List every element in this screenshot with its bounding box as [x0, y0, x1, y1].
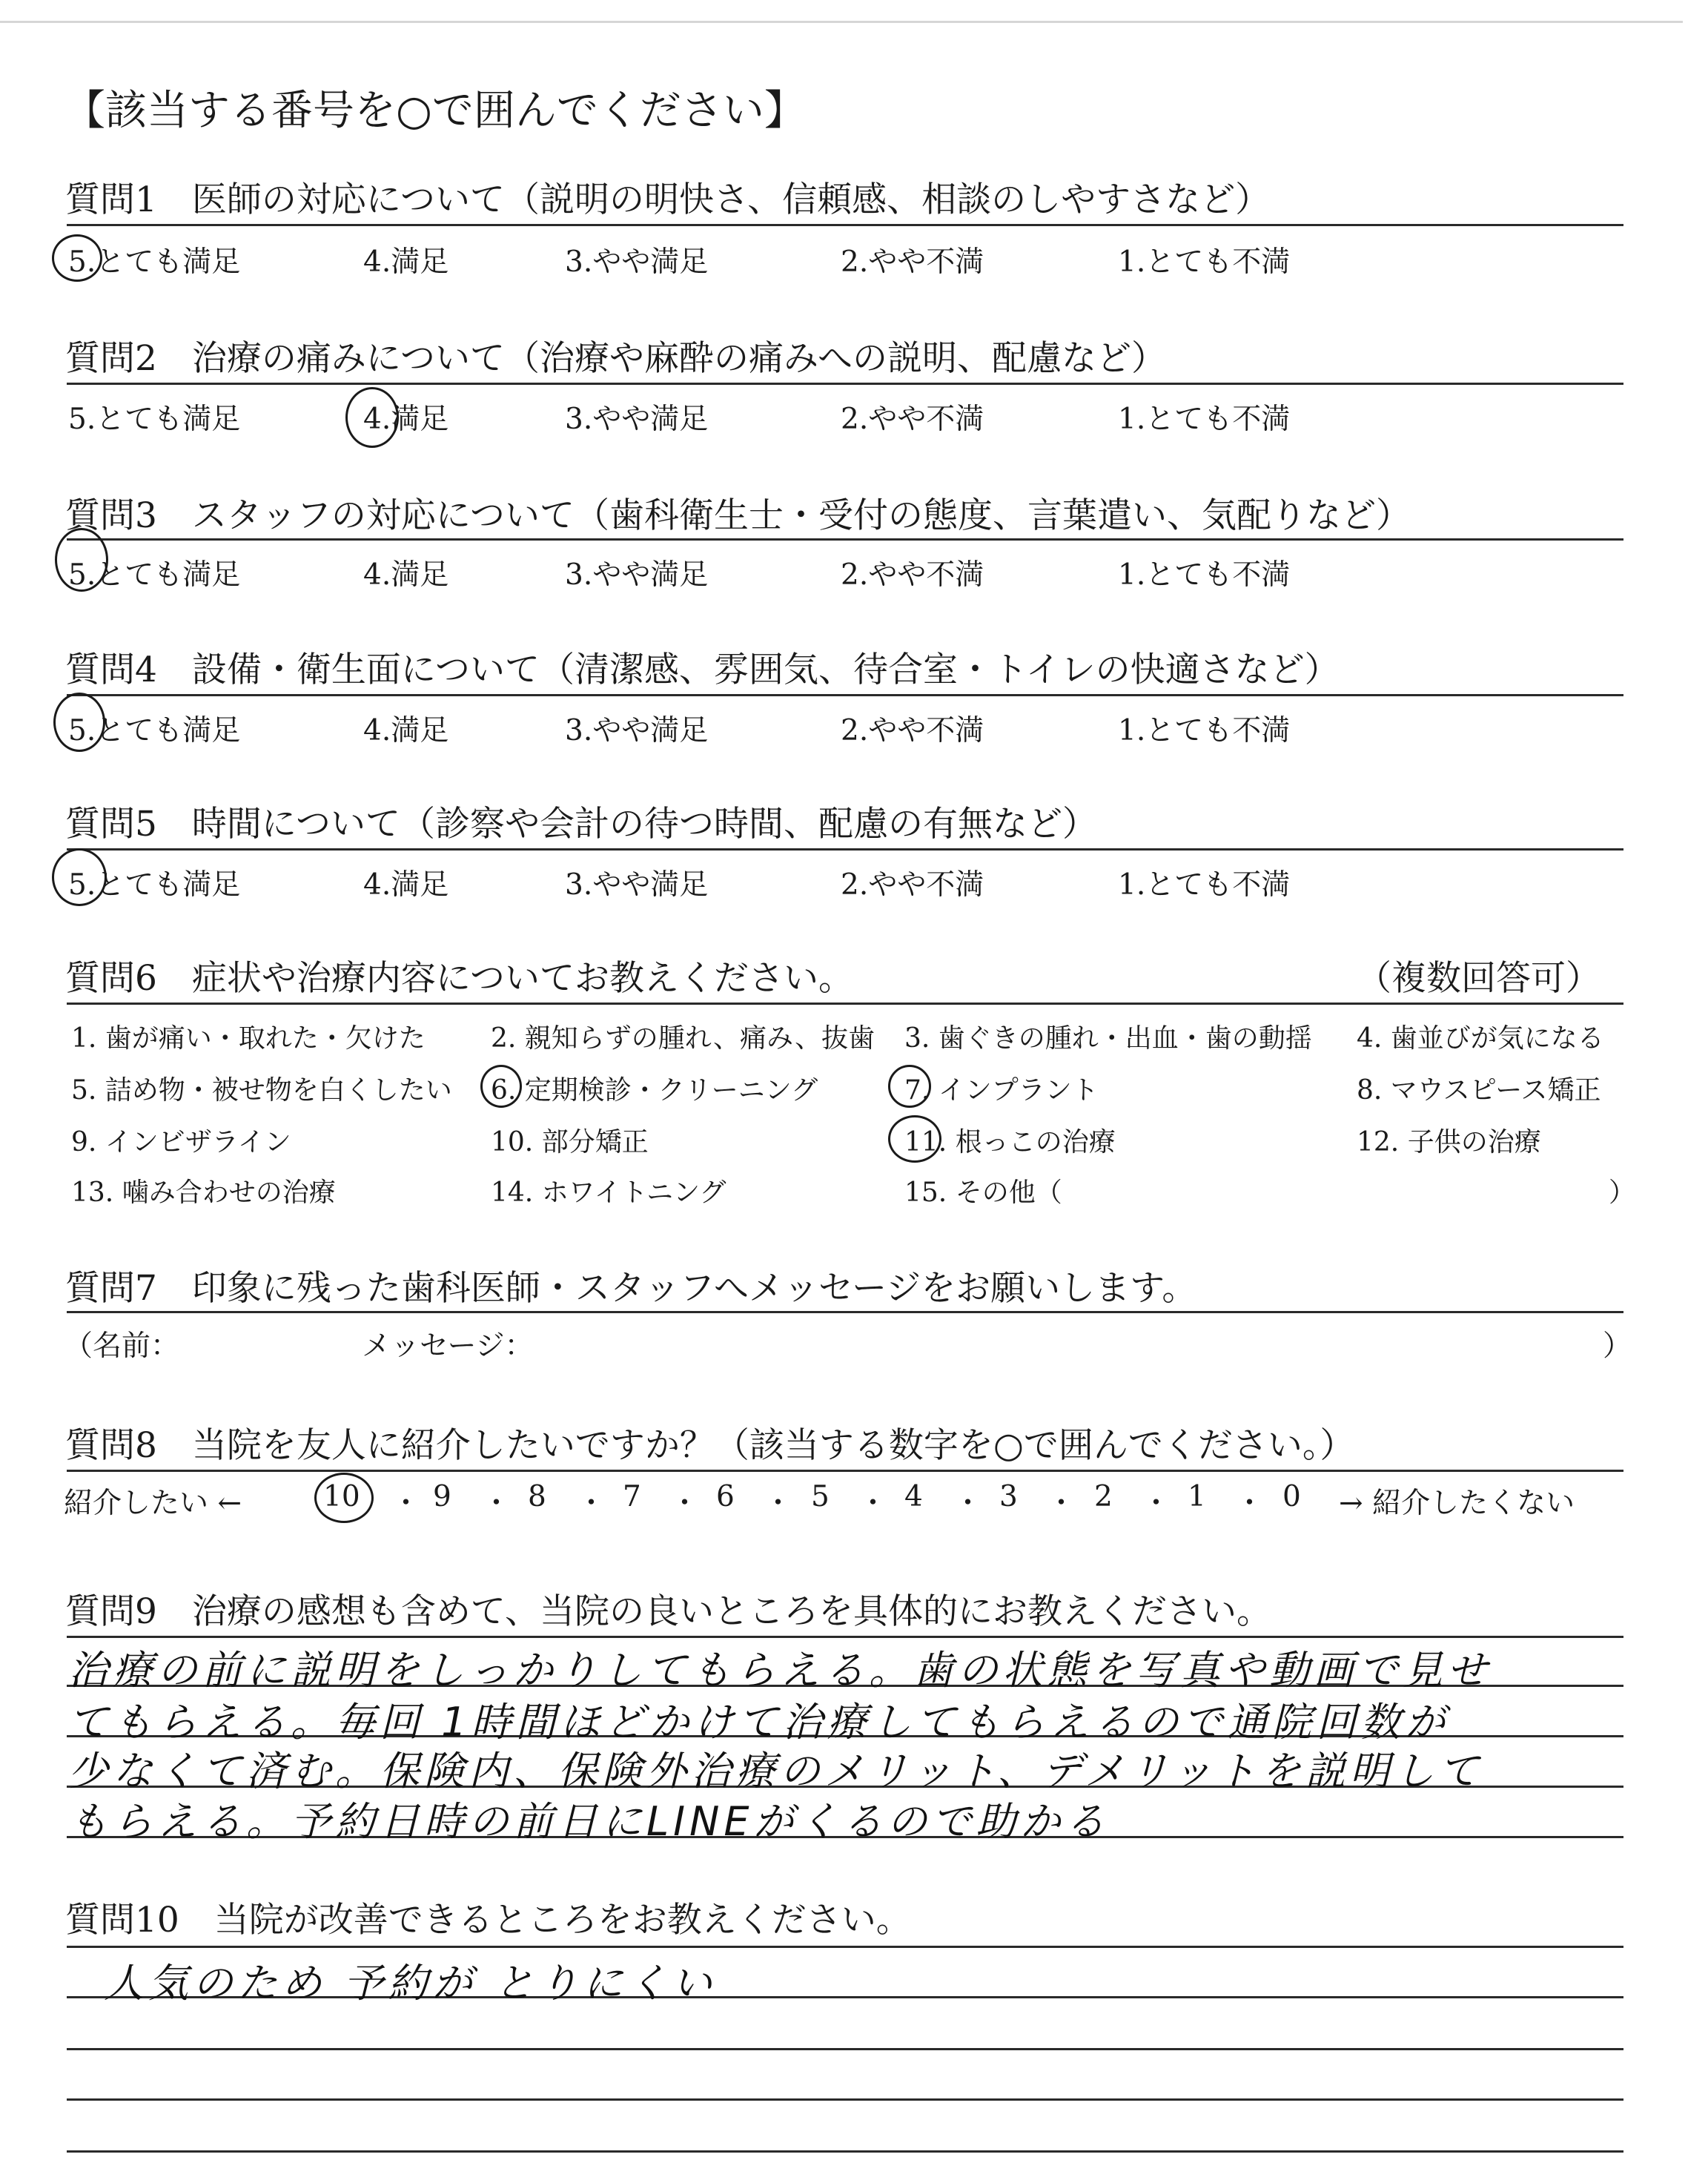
option-5[interactable]: 5.とても満足	[68, 558, 241, 592]
symptom-option[interactable]: 2. 親知らずの腫れ、痛み、抜歯	[491, 1023, 875, 1054]
handwritten-answer-line: 人気のため 予約が とりにくい	[104, 1960, 717, 2007]
option-5[interactable]: 5.とても満足	[68, 403, 241, 436]
answer-rule	[67, 2048, 1623, 2050]
option-1[interactable]: 1.とても不満	[1118, 868, 1291, 902]
message-close-paren: ）	[1603, 1330, 1632, 1363]
scale-separator: ・	[1235, 1487, 1265, 1520]
option-3[interactable]: 3.やや満足	[565, 868, 709, 902]
handwritten-answer-line: もらえる。予約日時の前日にLINEがくるので助かる	[68, 1798, 1110, 1845]
question-6-heading: 質問6 症状や治療内容についてお教えください。	[65, 958, 853, 999]
question-7-rule	[67, 1311, 1623, 1313]
scale-separator: ・	[577, 1487, 606, 1520]
option-4[interactable]: 4.満足	[363, 245, 449, 279]
scale-separator: ・	[858, 1487, 888, 1520]
symptom-option[interactable]: 12. 子供の治療	[1357, 1127, 1541, 1157]
handwritten-answer-line: てもらえる。毎回 1時間ほどかけて治療してもらえるので通院回数が	[68, 1699, 1450, 1745]
hand-drawn-circle-mark	[55, 528, 108, 592]
hand-drawn-circle-mark	[53, 693, 105, 752]
option-3[interactable]: 3.やや満足	[565, 714, 709, 747]
symptom-option[interactable]: 15. その他（	[904, 1178, 1062, 1208]
question-1-rule	[67, 224, 1623, 226]
symptom-option[interactable]: 10. 部分矯正	[491, 1127, 649, 1157]
symptom-option[interactable]: 13. 噛み合わせの治療	[71, 1178, 336, 1208]
answer-rule	[67, 1636, 1623, 1638]
scale-separator: ・	[953, 1487, 983, 1520]
other-close-paren: ）	[1609, 1178, 1636, 1208]
recommend-right-label: → 紹介したくない	[1339, 1487, 1575, 1520]
form-title: 【該当する番号を○で囲んでください】	[64, 87, 806, 135]
handwritten-answer-line: 少なくて済む。保険内、保険外治療のメリット、デメリットを説明して	[68, 1748, 1483, 1794]
scale-separator: ・	[391, 1487, 421, 1520]
scale-separator: ・	[1047, 1487, 1076, 1520]
option-1[interactable]: 1.とても不満	[1118, 245, 1291, 279]
question-6-note: （複数回答可）	[1357, 958, 1601, 999]
symptom-option[interactable]: 4. 歯並びが気になる	[1357, 1023, 1604, 1054]
symptom-option[interactable]: 1. 歯が痛い・取れた・欠けた	[71, 1023, 426, 1054]
symptom-option[interactable]: 8. マウスピース矯正	[1357, 1075, 1601, 1106]
symptom-option[interactable]: 6. 定期検診・クリーニング	[491, 1075, 818, 1106]
scale-separator: ・	[482, 1487, 512, 1520]
hand-drawn-circle-mark	[888, 1065, 931, 1108]
question-1-heading: 質問1 医師の対応について（説明の明快さ、信頼感、相談のしやすさなど）	[65, 179, 1271, 220]
scale-value[interactable]: 1	[1188, 1480, 1206, 1513]
option-4[interactable]: 4.満足	[363, 714, 449, 747]
scale-value[interactable]: 0	[1282, 1480, 1301, 1513]
answer-rule	[67, 2098, 1623, 2101]
option-3[interactable]: 3.やや満足	[565, 558, 709, 592]
hand-drawn-circle-mark	[52, 234, 102, 282]
question-8-rule	[67, 1470, 1623, 1472]
option-1[interactable]: 1.とても不満	[1118, 714, 1291, 747]
scale-value[interactable]: 2	[1094, 1480, 1113, 1513]
message-label: メッセージ：	[362, 1330, 534, 1363]
question-2-rule	[67, 383, 1623, 385]
option-4[interactable]: 4.満足	[363, 558, 449, 592]
question-4-rule	[67, 694, 1623, 696]
option-2[interactable]: 2.やや不満	[841, 403, 984, 436]
question-10-heading: 質問10 当院が改善できるところをお教えください。	[65, 1900, 911, 1941]
answer-rule	[67, 2150, 1623, 2153]
option-5[interactable]: 5.とても満足	[68, 868, 241, 902]
hand-drawn-circle-mark	[345, 387, 399, 448]
scale-value[interactable]: 4	[904, 1480, 923, 1513]
option-1[interactable]: 1.とても不満	[1118, 558, 1291, 592]
question-9-heading: 質問9 治療の感想も含めて、当院の良いところを具体的にお教えください。	[65, 1591, 1271, 1632]
scale-value[interactable]: 7	[623, 1480, 641, 1513]
question-7-heading: 質問7 印象に残った歯科医師・スタッフへメッセージをお願いします。	[65, 1268, 1197, 1309]
symptom-option[interactable]: 11. 根っこの治療	[904, 1127, 1116, 1157]
question-3-rule	[67, 538, 1623, 541]
hand-drawn-circle-mark	[480, 1065, 522, 1108]
symptom-option[interactable]: 3. 歯ぐきの腫れ・出血・歯の動揺	[904, 1023, 1312, 1054]
option-3[interactable]: 3.やや満足	[565, 403, 709, 436]
symptom-option[interactable]: 5. 詰め物・被せ物を白くしたい	[71, 1075, 452, 1106]
handwritten-answer-line: 治療の前に説明をしっかりしてもらえる。歯の状態を写真や動画で見せ	[68, 1647, 1492, 1694]
scale-separator: ・	[670, 1487, 700, 1520]
option-2[interactable]: 2.やや不満	[841, 714, 984, 747]
question-2-heading: 質問2 治療の痛みについて（治療や麻酔の痛みへの説明、配慮など）	[65, 338, 1167, 379]
scale-value[interactable]: 3	[999, 1480, 1018, 1513]
question-5-rule	[67, 848, 1623, 851]
question-5-heading: 質問5 時間について（診察や会計の待つ時間、配慮の有無など）	[65, 804, 1097, 845]
scale-value[interactable]: 6	[716, 1480, 735, 1513]
option-3[interactable]: 3.やや満足	[565, 245, 709, 279]
option-5[interactable]: 5.とても満足	[68, 245, 241, 279]
scale-value[interactable]: 8	[528, 1480, 546, 1513]
scale-value[interactable]: 9	[433, 1480, 451, 1513]
name-label: （名前：	[64, 1330, 180, 1363]
hand-drawn-circle-mark	[52, 848, 107, 906]
answer-rule	[67, 1946, 1623, 1948]
scale-separator: ・	[1142, 1487, 1171, 1520]
option-4[interactable]: 4.満足	[363, 403, 449, 436]
option-2[interactable]: 2.やや不満	[841, 868, 984, 902]
scale-value[interactable]: 5	[811, 1480, 830, 1513]
symptom-option[interactable]: 7. インプラント	[904, 1075, 1099, 1106]
symptom-option[interactable]: 9. インビザライン	[71, 1127, 291, 1157]
option-2[interactable]: 2.やや不満	[841, 245, 984, 279]
hand-drawn-circle-mark	[314, 1473, 374, 1523]
option-4[interactable]: 4.満足	[363, 868, 449, 902]
scale-separator: ・	[764, 1487, 793, 1520]
recommend-left-label: 紹介したい ←	[64, 1487, 242, 1520]
option-2[interactable]: 2.やや不満	[841, 558, 984, 592]
question-4-heading: 質問4 設備・衛生面について（清潔感、雰囲気、待合室・トイレの快適さなど）	[65, 650, 1340, 690]
option-1[interactable]: 1.とても不満	[1118, 403, 1291, 436]
hand-drawn-circle-mark	[888, 1115, 941, 1163]
question-3-heading: 質問3 スタッフの対応について（歯科衛生士・受付の態度、言葉遣い、気配りなど）	[65, 495, 1411, 536]
symptom-option[interactable]: 14. ホワイトニング	[491, 1178, 726, 1208]
scan-top-edge	[0, 21, 1683, 23]
question-8-heading: 質問8 当院を友人に紹介したいですか？（該当する数字を○で囲んでください。）	[65, 1425, 1355, 1466]
question-6-rule	[67, 1003, 1623, 1005]
scale-value[interactable]: 10	[323, 1480, 360, 1513]
option-5[interactable]: 5.とても満足	[68, 714, 241, 747]
